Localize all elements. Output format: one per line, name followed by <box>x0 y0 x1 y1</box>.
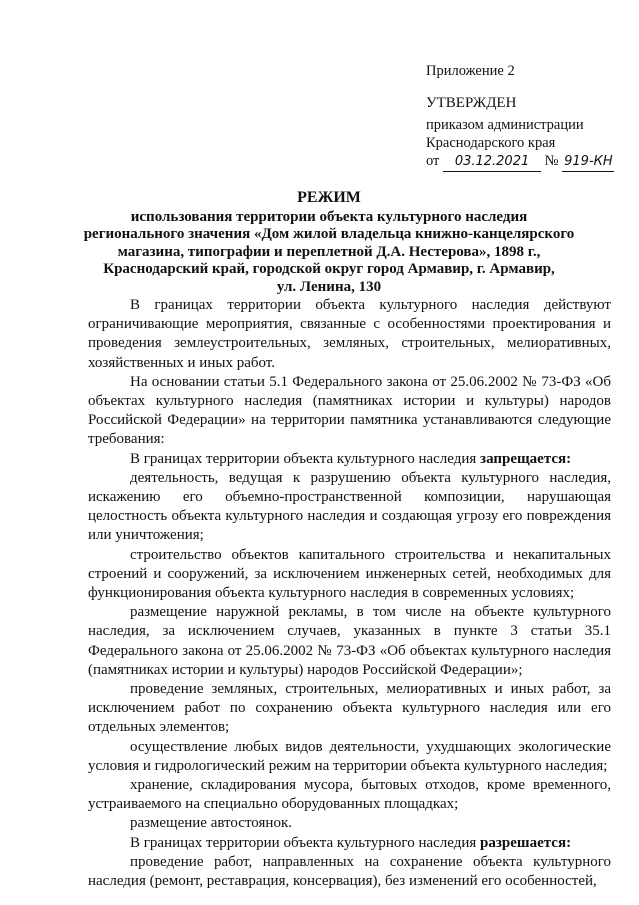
title-line: регионального значения «Дом жилой владельца книжно-канцелярского <box>83 226 575 242</box>
list-item: проведение земляных, строительных, мелиоративных и иных работ, за исключением работ по сохранению объекта культурного наследия или его отдельных элементов; <box>88 681 611 736</box>
title-line: использования территории объекта культурного наследия <box>130 208 528 225</box>
approved-label: УТВЕРЖДЕН <box>426 95 517 111</box>
list-item: размещение автостоянок. <box>130 815 292 832</box>
paragraph-text: В границах территории объекта культурного наследия <box>130 834 481 851</box>
paragraph-allowed-heading <box>88 834 611 853</box>
title-line: ул. Ленина, 130 <box>276 278 382 295</box>
list-item: проведение работ, направленных на сохранение объекта культурного наследия (ремонт, реставрация, консервация), без изменений его особенностей, <box>88 853 611 890</box>
document-body <box>88 296 611 891</box>
title-line: магазина, типографии и переплетной Д.А. Нестерова», 1898 г., <box>117 243 541 260</box>
paragraph-text: В границах территории объекта культурного наследия <box>130 450 481 467</box>
title-line: Краснодарский край, городской округ город Армавир, г. Армавир, <box>103 261 555 277</box>
prohibited-keyword: запрещается: <box>480 450 572 467</box>
annex-label: Приложение 2 <box>426 63 515 79</box>
list-item: осуществление любых видов деятельности, ухудшающих экологические условия и гидрологический режим на территории объекта культурного наследия; <box>88 738 611 774</box>
order-date-handwritten: 03.12.2021 <box>443 153 541 172</box>
approval-block <box>426 62 631 172</box>
document-title <box>64 189 594 296</box>
approval-authority-line2: Краснодарского края <box>426 135 556 151</box>
order-from-label: от <box>426 153 440 169</box>
order-number-label: № <box>544 153 559 169</box>
list-item: хранение, складирования мусора, бытовых отходов, кроме временного, устраиваемого на специально оборудованных площадках; <box>88 777 611 813</box>
order-line <box>426 152 631 172</box>
list-item: строительство объектов капитального строительства и некапитальных строений и сооружений, за исключением инженерных сетей, необходимых для функционирования объекта культурного наследия в современных условиях; <box>88 546 611 602</box>
allowed-keyword: разрешается: <box>480 834 572 851</box>
paragraph: На основании статьи 5.1 Федерального закона от 25.06.2002 № 73-ФЗ «Об объектах культурного наследия (памятниках истории и культуры) народов Российской Федерации» на территории памятника устанавливаются следующие требования: <box>88 373 611 448</box>
list-item: размещение наружной рекламы, в том числе на объекте культурного наследия, за исключением случаев, указанных в пункте 3 статьи 35.1 Федерального закона от 25.06.2002 № 73-ФЗ «Об объектах культурного наследия (памятниках истории и культуры) народов Российской Федерации»; <box>88 604 611 678</box>
approval-authority-line1: приказом администрации <box>426 117 584 133</box>
title-heading: РЕЖИМ <box>297 189 361 206</box>
order-number-handwritten: 919-КН <box>562 153 614 172</box>
paragraph-prohibited-heading <box>88 450 611 469</box>
paragraph: В границах территории объекта культурного наследия действуют ограничивающие мероприятия, связанные с особенностями проектирования и проведения землеустроительных, земляных, строительных, мелиоративных, хозяйственных и иных работ. <box>88 297 611 371</box>
list-item: деятельность, ведущая к разрушению объекта культурного наследия, искажению его объемно-пространственной композиции, нарушающая целостность объекта культурного наследия и создающая угрозу его повреждения или уничтожения; <box>88 469 611 544</box>
